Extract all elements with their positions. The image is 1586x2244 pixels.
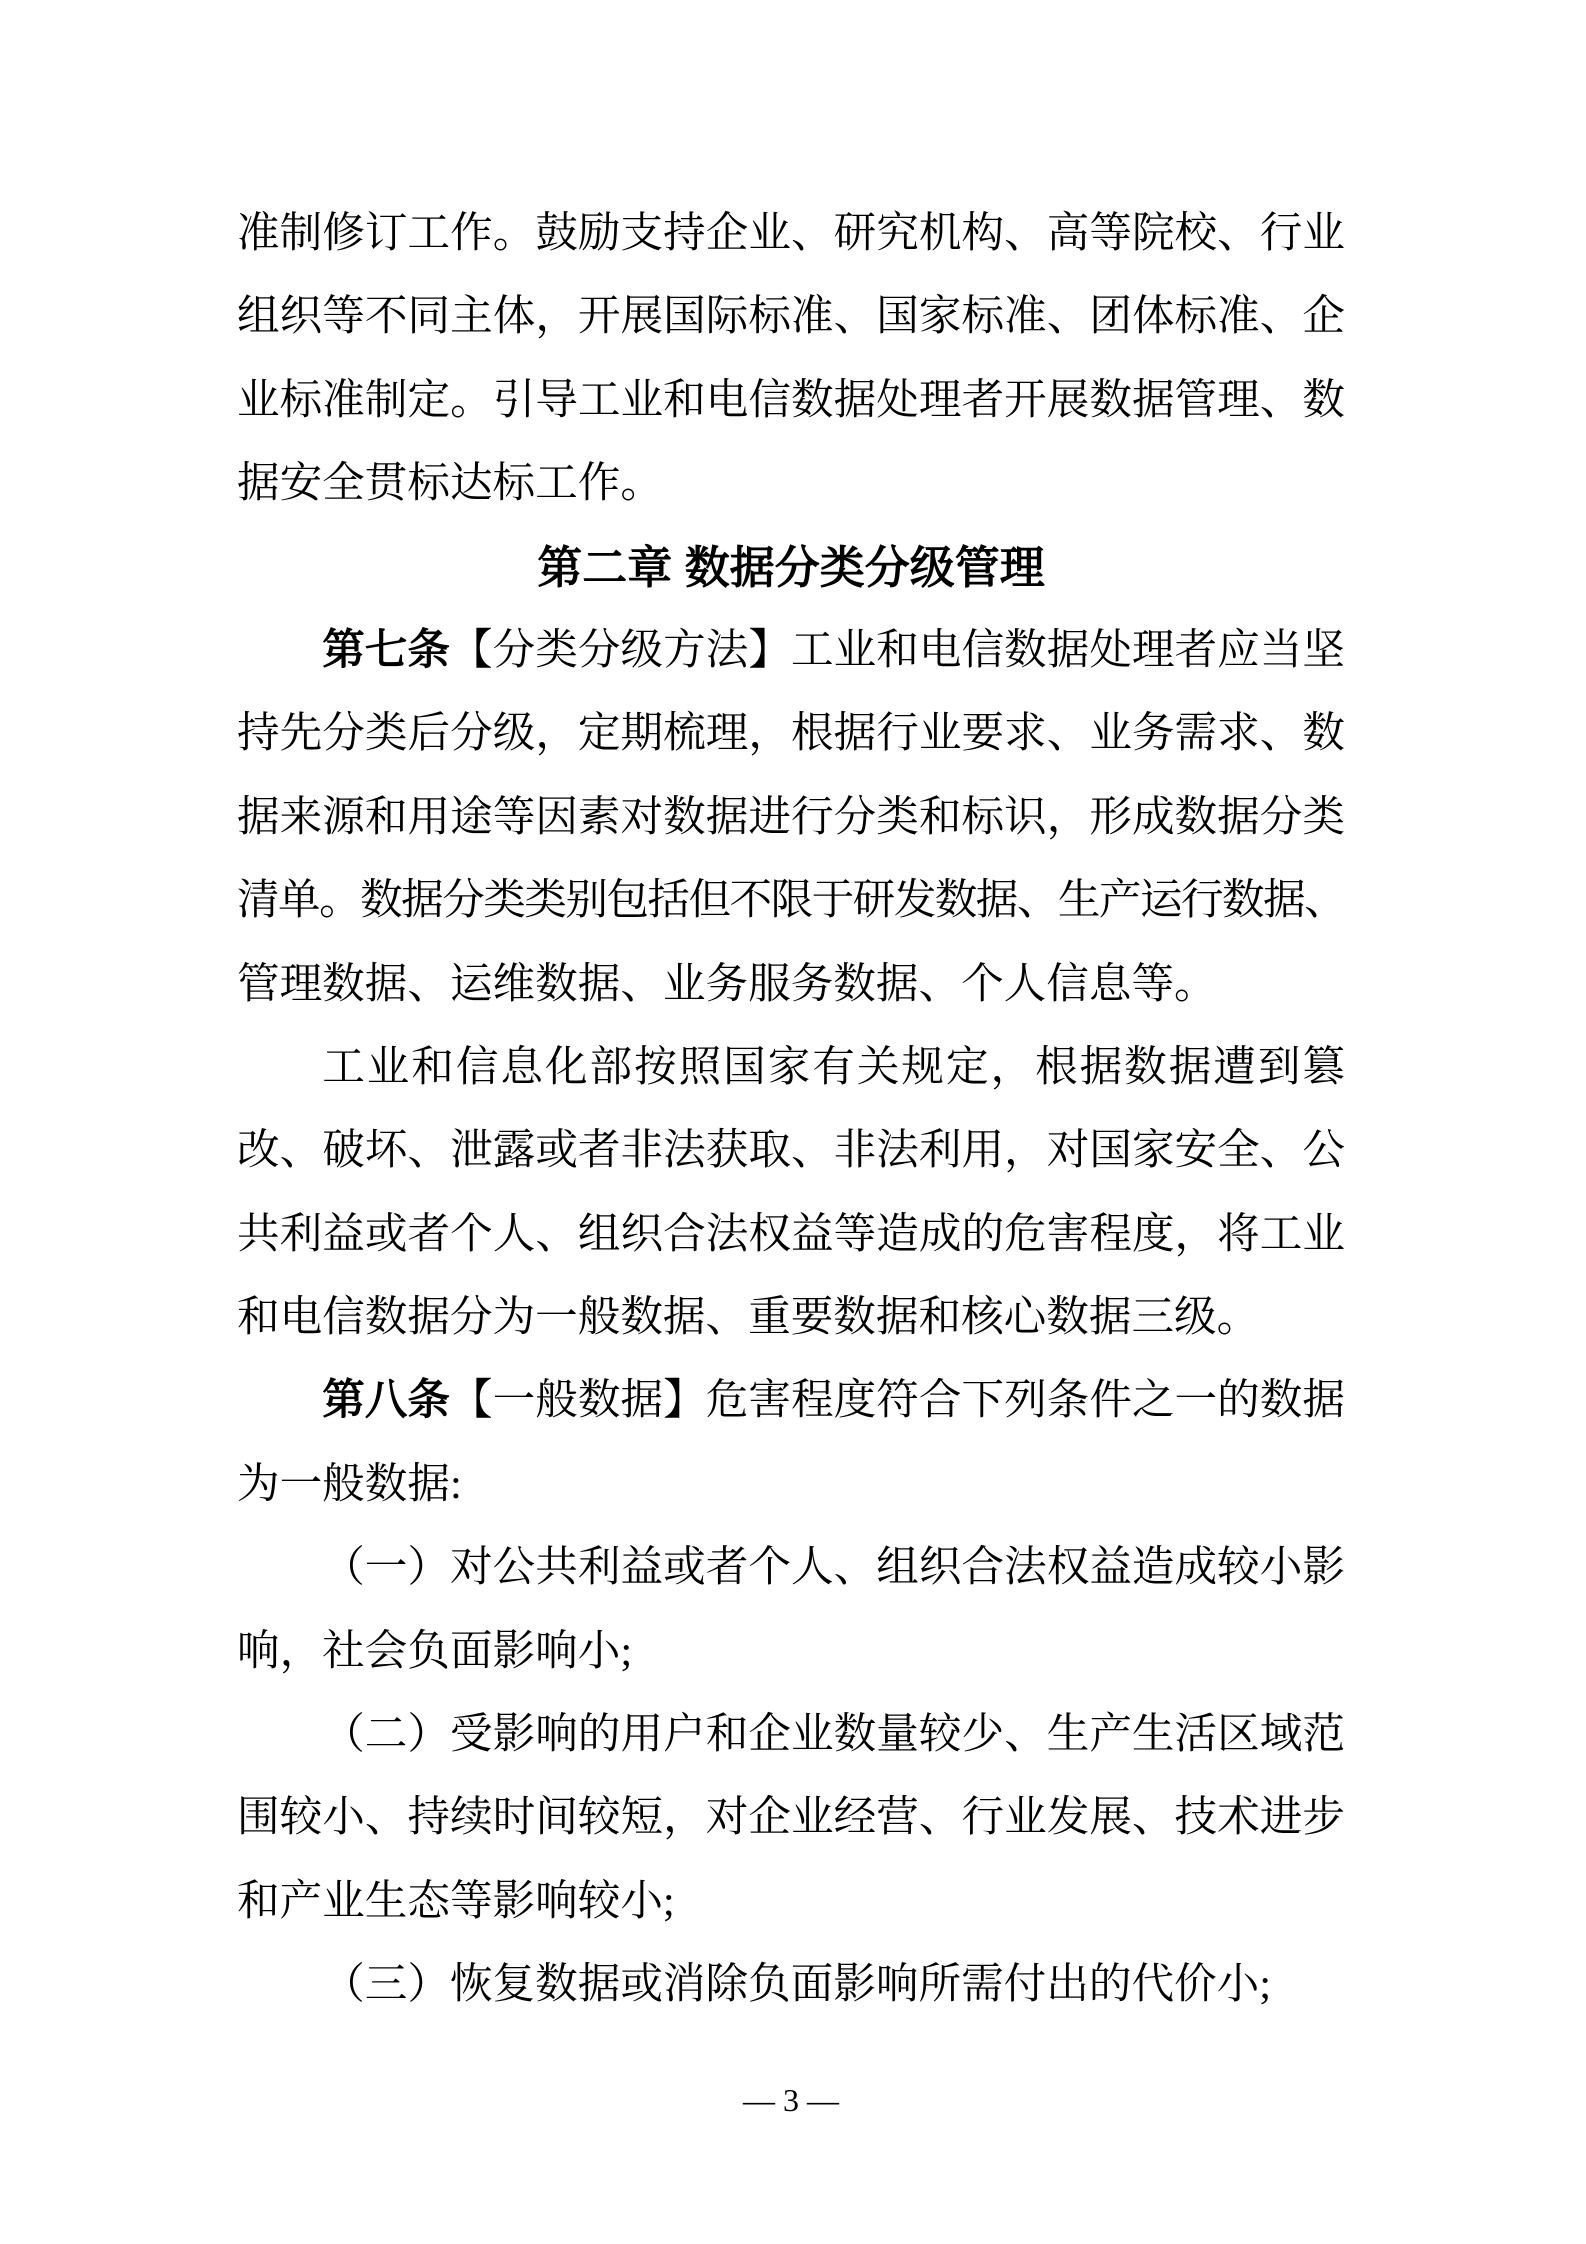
text-line: （一）对公共利益或者个人、组织合法权益造成较小影: [322, 1544, 1345, 1592]
text-column: [237, 192, 1345, 2027]
text-line: 改、破坏、泄露或者非法获取、非法利用，对国家安全、公: [237, 1127, 1345, 1175]
text-line: 准制修订工作。鼓励支持企业、研究机构、高等院校、行业: [237, 210, 1345, 257]
text-line: 清单。数据分类类别包括但不限于研发数据、生产运行数据、: [237, 877, 1346, 925]
text-line: 持先分类后分级，定期梳理，根据行业要求、业务需求、数: [237, 710, 1345, 758]
text-line: 围较小、持续时间较短，对企业经营、行业发展、技术进步: [237, 1794, 1345, 1842]
text-line: 第八条【一般数据】危害程度符合下列条件之一的数据: [322, 1376, 1346, 1425]
page-number: — 3 —: [743, 2082, 839, 2118]
article-number-label: 第七条: [322, 625, 451, 674]
text-line: 和电信数据分为一般数据、重要数据和核心数据三级。: [237, 1294, 1260, 1342]
text-line: 据来源和用途等因素对数据进行分类和标识，形成数据分类: [237, 793, 1345, 841]
text-line: 第七条【分类分级方法】工业和电信数据处理者应当坚: [322, 625, 1346, 674]
text-line: 响，社会负面影响小;: [237, 1627, 633, 1675]
text-line: 为一般数据:: [237, 1460, 462, 1508]
text-line: 据安全贯标达标工作。: [237, 460, 663, 508]
text-line: 和产业生态等影响较小;: [237, 1877, 675, 1925]
article-number-label: 第八条: [322, 1376, 451, 1425]
text-line: 业标准制定。引导工业和电信数据处理者开展数据管理、数: [237, 376, 1345, 424]
chapter-heading: 第二章 数据分类分级管理: [537, 541, 1045, 593]
text-line: 组织等不同主体，开展国际标准、国家标准、团体标准、企: [237, 293, 1345, 341]
text-line: （二）受影响的用户和企业数量较少、生产生活区域范: [322, 1711, 1345, 1759]
text-line: 工业和信息化部按照国家有关规定，根据数据遭到篡: [322, 1043, 1345, 1091]
text-line: （三）恢复数据或消除负面影响所需付出的代价小;: [322, 1961, 1272, 2009]
text-line: 管理数据、运维数据、业务服务数据、个人信息等。: [237, 960, 1217, 1008]
text-line: 共利益或者个人、组织合法权益等造成的危害程度，将工业: [237, 1210, 1345, 1258]
